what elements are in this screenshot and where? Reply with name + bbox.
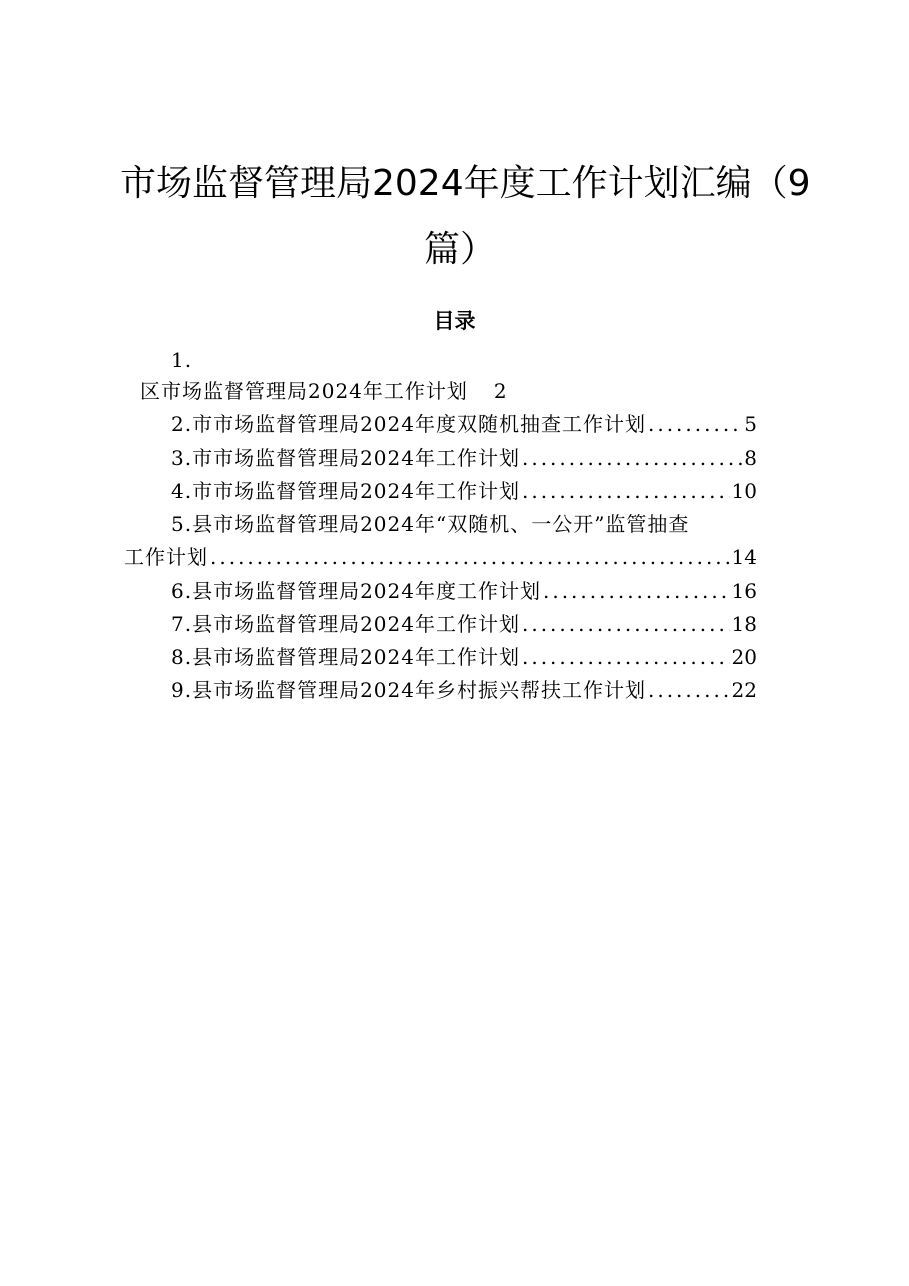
toc-item-3[interactable] — [171, 445, 757, 471]
toc-item-3-leader — [522, 445, 742, 471]
toc-item-1[interactable] — [140, 378, 508, 404]
toc-item-7-page: 18 — [731, 612, 757, 636]
toc-item-7[interactable] — [171, 611, 757, 637]
toc-item-7-text: 7.县市场监督管理局2024年工作计划 — [171, 612, 520, 636]
toc-item-3-page: 8 — [744, 446, 757, 470]
toc-item-9[interactable] — [171, 677, 757, 703]
toc-item-8-text: 8.县市场监督管理局2024年工作计划 — [171, 645, 520, 669]
toc-item-4-page: 10 — [731, 479, 757, 503]
toc-item-9-leader — [648, 677, 730, 703]
toc-item-5[interactable] — [124, 544, 757, 570]
toc-item-4-leader — [522, 478, 730, 504]
toc-item-9-text: 9.县市场监督管理局2024年乡村振兴帮扶工作计划 — [171, 678, 646, 702]
toc-item-6-leader — [543, 578, 730, 604]
toc-item-8-leader — [522, 644, 730, 670]
toc-item-1-number[interactable]: 1. — [171, 348, 193, 372]
toc-item-6[interactable] — [171, 578, 757, 604]
toc-item-5-leader — [210, 544, 730, 570]
document-title-line-1: 市场监督管理局2024年度工作计划汇编（9 — [120, 163, 811, 204]
toc-item-5-line-1[interactable]: 5.县市场监督管理局2024年“双随机、一公开”监管抽查 — [171, 512, 690, 536]
toc-item-4-text: 4.市市场监督管理局2024年工作计划 — [171, 479, 520, 503]
document-title-line-2: 篇） — [423, 229, 496, 270]
toc-item-6-page: 16 — [731, 579, 757, 603]
toc-item-3-text: 3.市市场监督管理局2024年工作计划 — [171, 446, 520, 470]
toc-item-9-page: 22 — [731, 678, 757, 702]
toc-item-8[interactable] — [171, 644, 757, 670]
toc-item-2[interactable] — [171, 411, 757, 437]
toc-item-1-page: 2 — [493, 379, 508, 403]
toc-heading: 目录 — [433, 308, 476, 333]
toc-item-5-page: 14 — [731, 545, 757, 569]
toc-item-2-leader — [648, 411, 742, 437]
toc-item-8-page: 20 — [731, 645, 757, 669]
toc-item-2-text: 2.市市场监督管理局2024年度双随机抽查工作计划 — [171, 412, 646, 436]
toc-item-7-leader — [522, 611, 730, 637]
toc-item-5-text: 工作计划 — [124, 545, 208, 569]
toc-item-4[interactable] — [171, 478, 757, 504]
toc-item-2-page: 5 — [744, 412, 757, 436]
toc-item-6-text: 6.县市场监督管理局2024年度工作计划 — [171, 579, 541, 603]
toc-item-1-text: 区市场监督管理局2024年工作计划 — [140, 379, 468, 403]
